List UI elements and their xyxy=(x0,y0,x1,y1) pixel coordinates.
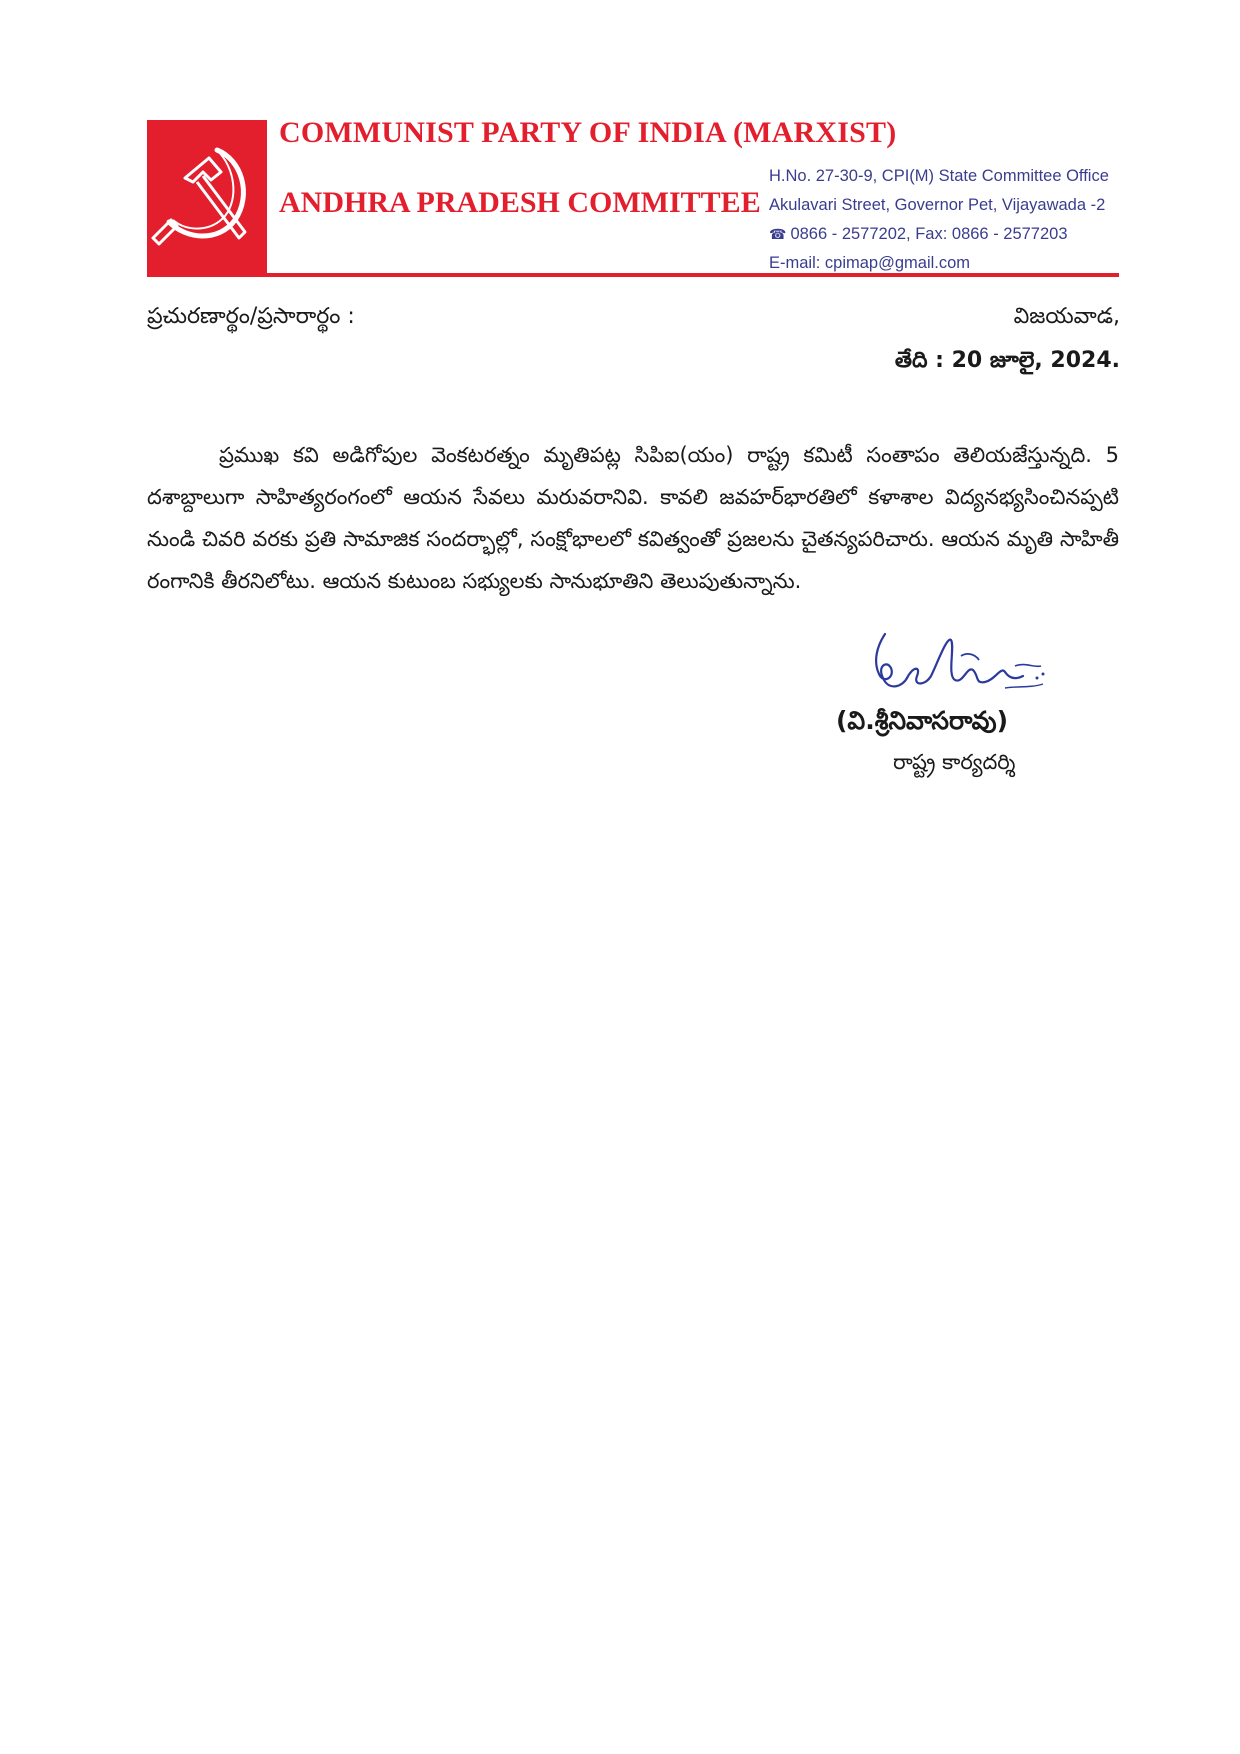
phone-fax-line xyxy=(769,220,1129,249)
address-line-2: Akulavari Street, Governor Pet, Vijayawada -2 xyxy=(769,196,1106,214)
telephone-icon: ☎ xyxy=(769,226,787,242)
hammer-sickle-icon xyxy=(147,120,267,276)
publication-label: ప్రచురణార్థం/ప్రసారార్థం : xyxy=(147,304,355,329)
contact-block xyxy=(769,162,1129,278)
phone-fax-text: 0866 - 2577202, Fax: 0866 - 2577203 xyxy=(790,225,1068,243)
organization-name: COMMUNIST PARTY OF INDIA (MARXIST) xyxy=(279,116,897,149)
statement-paragraph: ప్రముఖ కవి అడిగోపుల వెంకటరత్నం మృతిపట్ల సిపిఐ(యం) రాష్ట్ర కమిటీ సంతాపం తెలియజేస్తున్నది. 5 దశాబ్దాలుగా సాహిత్యరంగంలో ఆయన సేవలు మరువరానివి. కావలి జవహర్‌భారతిలో కళాశాల విద్యనభ్యసించినప్పటి నుండి చివరి వరకు ప్రతి సామాజిక సందర్భాల్లో, సంక్షోభాలలో కవిత్వంతో ప్రజలను చైతన్యపరిచారు. ఆయన మృతి సాహితీ రంగానికి తీరనిలోటు. ఆయన కుటుంబ సభ్యులకు సానుభూతిని తెలుపుతున్నాను. xyxy=(147,443,1119,593)
signatory-title: రాష్ట్ర కార్యదర్శి xyxy=(893,750,1016,774)
date-label: తేది : 20 జూలై, 2024. xyxy=(894,348,1120,373)
address-line-1: H.No. 27-30-9, CPI(M) State Committee Office xyxy=(769,167,1109,185)
email-line: E-mail: cpimap@gmail.com xyxy=(769,254,971,272)
committee-name: ANDHRA PRADESH COMMITTEE xyxy=(279,186,761,219)
handwritten-signature xyxy=(855,626,1055,706)
signatory-name: (వి.శ్రీనివాసరావు) xyxy=(836,706,1008,735)
place-label: విజయవాడ, xyxy=(1013,304,1120,329)
letterhead-divider xyxy=(147,273,1119,277)
party-logo xyxy=(147,120,267,276)
